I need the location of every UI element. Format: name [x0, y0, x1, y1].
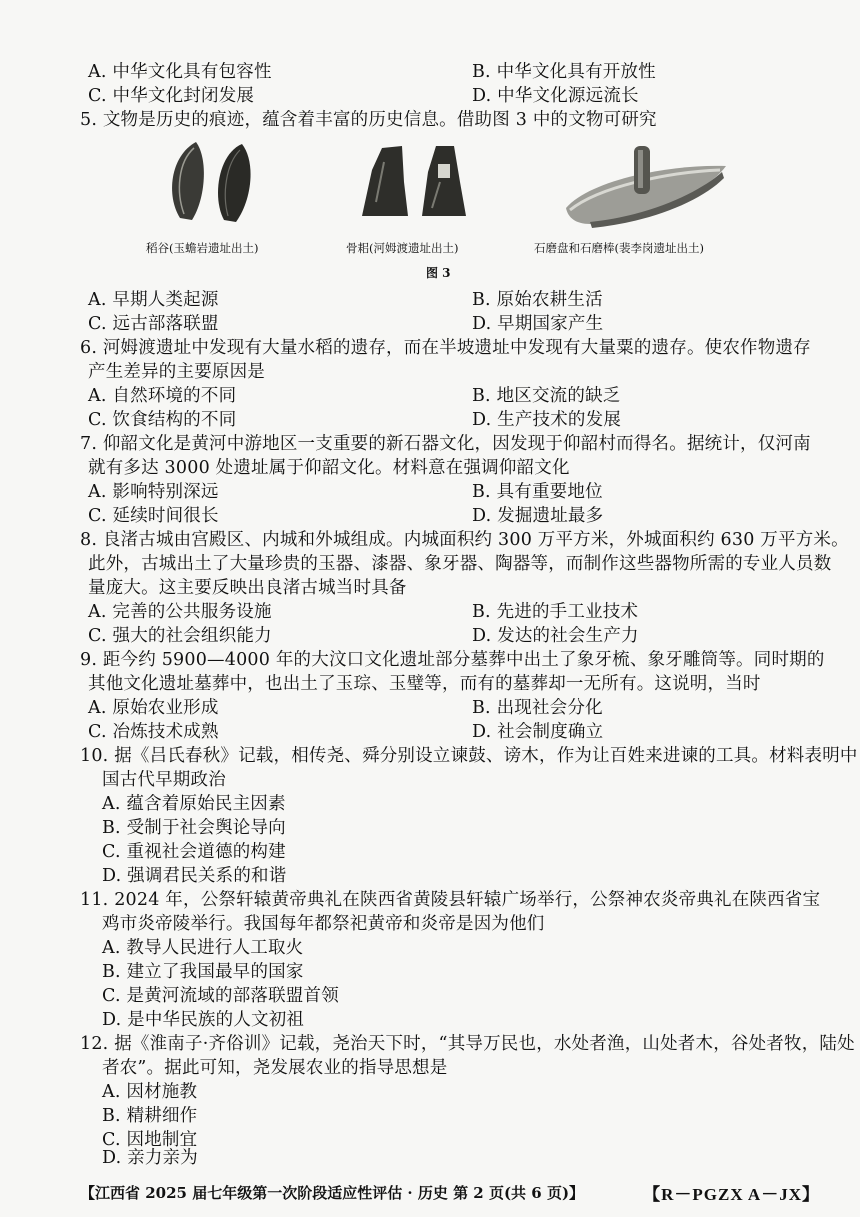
q6-option-c: C. 饮食结构的不同	[88, 410, 237, 430]
q5-option-a: A. 早期人类起源	[88, 290, 219, 310]
figure-label: 图 3	[426, 266, 451, 280]
q7-option-a: A. 影响特别深远	[88, 482, 219, 502]
q8-option-a: A. 完善的公共服务设施	[88, 602, 272, 622]
q7-option-b: B. 具有重要地位	[472, 482, 603, 502]
q12-stem-line1: 12. 据《淮南子·齐俗训》记载，尧治天下时，“其导万民也，水处者渔，山处者木，谷处者牧，陆处	[80, 1034, 855, 1054]
q10-stem-line1: 10. 据《吕氏春秋》记载，相传尧、舜分别设立谏鼓、谤木，作为让百姓来进谏的工具。材料表明中	[80, 746, 858, 766]
q9-option-c: C. 冶炼技术成熟	[88, 722, 219, 742]
q12-option-b: B. 精耕细作	[102, 1106, 198, 1126]
q8-option-c: C. 强大的社会组织能力	[88, 626, 272, 646]
q11-option-c: C. 是黄河流域的部落联盟首领	[102, 986, 339, 1006]
q7-stem-line2: 就有多达 3000 处遗址属于仰韶文化。材料意在强调仰韶文化	[88, 458, 570, 478]
q7-option-c: C. 延续时间很长	[88, 506, 219, 526]
q9-option-d: D. 社会制度确立	[472, 722, 604, 742]
q8-option-b: B. 先进的手工业技术	[472, 602, 639, 622]
q4-option-b: B. 中华文化具有开放性	[472, 62, 656, 82]
q9-stem-line1: 9. 距今约 5900—4000 年的大汶口文化遗址部分墓葬中出土了象牙梳、象牙雕筒等。同时期的	[80, 650, 825, 670]
q12-option-c: C. 因地制宜	[102, 1130, 198, 1150]
q5-option-c: C. 远古部落联盟	[88, 314, 219, 334]
q12-option-d: D. 亲力亲为	[102, 1148, 198, 1168]
q7-option-d: D. 发掘遗址最多	[472, 506, 604, 526]
q10-option-c: C. 重视社会道德的构建	[102, 842, 286, 862]
footer-code: 【R－PGZX A－JX】	[643, 1185, 820, 1204]
q10-option-d: D. 强调君民关系的和谐	[102, 866, 287, 886]
q8-option-d: D. 发达的社会生产力	[472, 626, 639, 646]
q12-option-a: A. 因材施教	[102, 1082, 198, 1102]
q11-option-d: D. 是中华民族的人文初祖	[102, 1010, 305, 1030]
q8-stem-line2: 此外，古城出土了大量珍贵的玉器、漆器、象牙器、陶器等，而制作这些器物所需的专业人员数	[88, 554, 832, 574]
q10-option-a: A. 蕴含着原始民主因素	[102, 794, 286, 814]
q4-option-c: C. 中华文化封闭发展	[88, 86, 255, 106]
q9-stem-line2: 其他文化遗址墓葬中，也出土了玉琮、玉璧等，而有的墓葬却一无所有。这说明，当时	[88, 674, 761, 694]
q7-stem-line1: 7. 仰韶文化是黄河中游地区一支重要的新石器文化，因发现于仰韶村而得名。据统计，仅河南	[80, 434, 811, 454]
q6-stem-line1: 6. 河姆渡遗址中发现有大量水稻的遗存，而在半坡遗址中发现有大量粟的遗存。使农作物遗存	[80, 338, 811, 358]
caption-rice: 稻谷(玉蟾岩遗址出土)	[146, 241, 259, 255]
q6-option-b: B. 地区交流的缺乏	[472, 386, 621, 406]
q5-stem: 5. 文物是历史的痕迹，蕴含着丰富的历史信息。借助图 3 中的文物可研究	[80, 110, 657, 130]
caption-grinding-slab: 石磨盘和石磨棒(裴李岗遗址出土)	[534, 241, 704, 255]
q8-stem-line3: 量庞大。这主要反映出良渚古城当时具备	[88, 578, 407, 598]
q4-option-a: A. 中华文化具有包容性	[88, 62, 272, 82]
footer-exam-info: 【江西省 2025 届七年级第一次阶段适应性评估 · 历史 第 2 页(共 6 页)】	[80, 1184, 585, 1202]
q12-stem-line2: 者农”。据此可知，尧发展农业的指导思想是	[102, 1058, 448, 1078]
figure-3	[140, 126, 760, 280]
q5-option-b: B. 原始农耕生活	[472, 290, 603, 310]
grinding-slab-image	[560, 142, 730, 232]
q5-option-d: D. 早期国家产生	[472, 314, 604, 334]
q9-option-b: B. 出现社会分化	[472, 698, 603, 718]
caption-bone-spade: 骨耜(河姆渡遗址出土)	[346, 241, 459, 255]
q11-option-a: A. 教导人民进行人工取火	[102, 938, 304, 958]
q8-stem-line1: 8. 良渚古城由宫殿区、内城和外城组成。内城面积约 300 万平方米，外城面积约 630 万平方米。	[80, 530, 849, 550]
q11-option-b: B. 建立了我国最早的国家	[102, 962, 304, 982]
bone-spade-image	[358, 142, 468, 222]
q10-stem-line2: 国古代早期政治	[102, 770, 226, 790]
q11-stem-line2: 鸡市炎帝陵举行。我国每年都祭祀黄帝和炎帝是因为他们	[102, 914, 545, 934]
q6-stem-line2: 产生差异的主要原因是	[88, 362, 265, 382]
q6-option-d: D. 生产技术的发展	[472, 410, 622, 430]
q10-option-b: B. 受制于社会舆论导向	[102, 818, 286, 838]
q11-stem-line1: 11. 2024 年，公祭轩辕黄帝典礼在陕西省黄陵县轩辕广场举行，公祭神农炎帝典礼在陕西省宝	[80, 890, 821, 910]
q4-option-d: D. 中华文化源远流长	[472, 86, 639, 106]
page-footer	[80, 1148, 820, 1204]
q6-option-a: A. 自然环境的不同	[88, 386, 237, 406]
q9-option-a: A. 原始农业形成	[88, 698, 219, 718]
rice-grains-image	[162, 136, 262, 226]
